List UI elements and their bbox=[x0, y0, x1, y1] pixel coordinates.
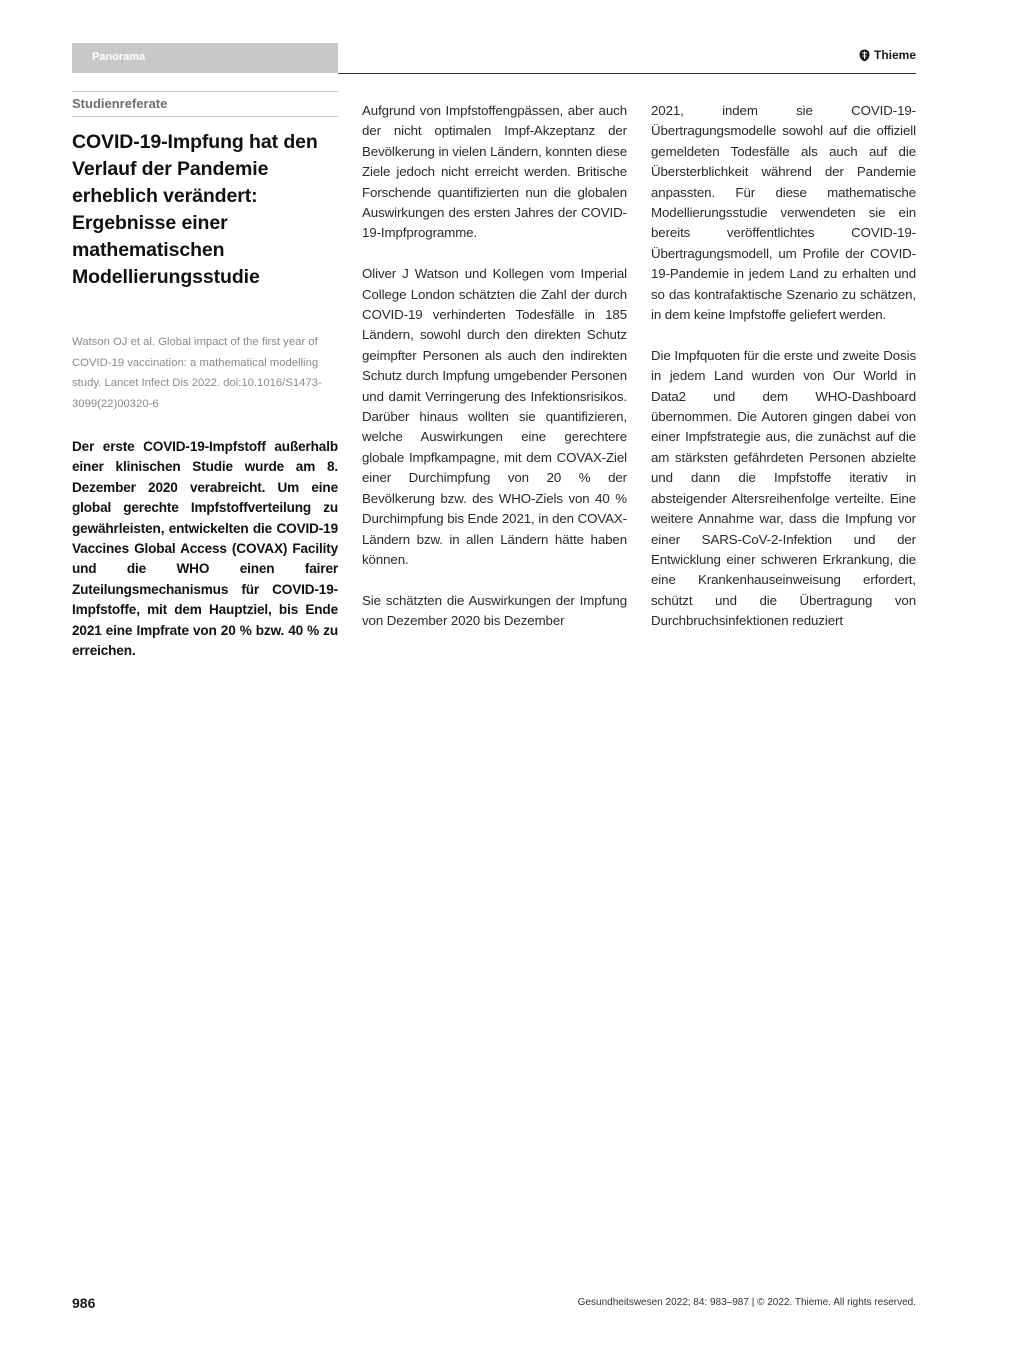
section-tab-label: Panorama bbox=[92, 51, 146, 63]
body-paragraph: Aufgrund von Impfstoffengpässen, aber auch der nicht optimalen Impf-Akzeptanz der Bevölkerung in vielen Ländern, konnten diese Ziele jedoch nicht erreicht werden. Britische Forschende quantifizierten nun die globalen Auswirkungen des ersten Jahres der COVID-19-Impfprogramme. bbox=[362, 103, 627, 241]
publisher-logo bbox=[859, 48, 916, 62]
reference-citation: Watson OJ et al. Global impact of the first year of COVID-19 vaccination: a mathematical modelling study. Lancet Infect Dis 2022. doi:10.1016/S1473-3099(22)00320-6 bbox=[72, 336, 322, 410]
body-paragraph: Oliver J Watson und Kollegen vom Imperial College London schätzten die Zahl der durch COVID-19 verhinderten Todesfälle in 185 Ländern, sowohl durch den direkten Schutz geimpfter Personen als auch den indirekten Schutz durch Impfung umgebender Personen und damit Verringerung des Infektionsrisikos. Darüber hinaus wollten sie quantifizieren, welche Auswirkungen eine gerechtere globale Impfkampagne, mit dem COVAX-Ziel einer Durchimpfung von 20 % der Bevölkerung bzw. des WHO-Ziels von 40 % Durchimpfung bis Ende 2021, in den COVAX-Ländern bzw. in allen Ländern hätte haben können. bbox=[362, 266, 627, 567]
footer-citation: Gesundheitswesen 2022; 84: 983–987 | © 2022. Thieme. All rights reserved. bbox=[577, 1297, 916, 1308]
body-paragraph: Die Impfquoten für die erste und zweite Dosis in jedem Land wurden von Our World in Data2 und dem WHO-Dashboard übernommen. Die Autoren gingen dabei von einer Impfstrategie aus, die zunächst auf die am stärksten gefährdeten Personen abzielte und dann die Impfstoffe iterativ in absteigender Altersreihenfolge verteilte. Eine weitere Annahme war, dass die Impfung vor einer SARS-CoV-2-Infektion und der Entwicklung einer schweren Erkrankung, die eine Krankenhauseinweisung erfordert, schützt und die Übertragung von Durchbruchsinfektionen reduziert bbox=[651, 347, 916, 629]
body-paragraph: 2021, indem sie COVID-19-Übertragungsmodelle sowohl auf die offiziell gemeldeten Todesfälle als auch auf die Übersterblichkeit während der Pandemie anpassten. Für diese mathematische Modellierungsstudie verwendeten sie ein bereits veröffentlichtes COVID-19-Übertragungsmodell, um Profile der COVID-19-Pandemie in jedem Land zu erhalten und so das kontrafaktische Szenario zu schätzen, in dem keine Impfstoffe geliefert werden. bbox=[651, 103, 916, 323]
section-label: Studienreferate bbox=[72, 91, 338, 117]
right-column bbox=[651, 100, 916, 652]
body-paragraph: Sie schätzten die Auswirkungen der Impfung von Dezember 2020 bis Dezember bbox=[362, 592, 627, 629]
section-tab bbox=[72, 43, 338, 73]
thieme-emblem-icon bbox=[859, 49, 870, 62]
article-title: COVID-19-Impfung hat den Verlauf der Pandemie erheblich verändert: Ergebnisse einer mathematischen Modellierungsstudie bbox=[72, 131, 318, 288]
publisher-name: Thieme bbox=[873, 48, 916, 62]
page-number: 986 bbox=[72, 1295, 96, 1311]
lead-paragraph: Der erste COVID-19-Impfstoff außerhalb einer klinischen Studie wurde am 8. Dezember 2020 verabreicht. Um eine global gerechte Impfstoffverteilung zu gewährleisten, entwickelten die COVID-19 Vaccines Global Access (COVAX) Facility und die WHO einen fairer Zuteilungsmechanismus für COVID-19-Impfstoffe, mit dem Hauptziel, bis Ende 2021 eine Impfrate von 20 % bzw. 40 % zu erreichen. bbox=[72, 439, 338, 659]
middle-column bbox=[362, 100, 627, 652]
left-column bbox=[72, 96, 338, 661]
header-rule bbox=[338, 73, 916, 74]
